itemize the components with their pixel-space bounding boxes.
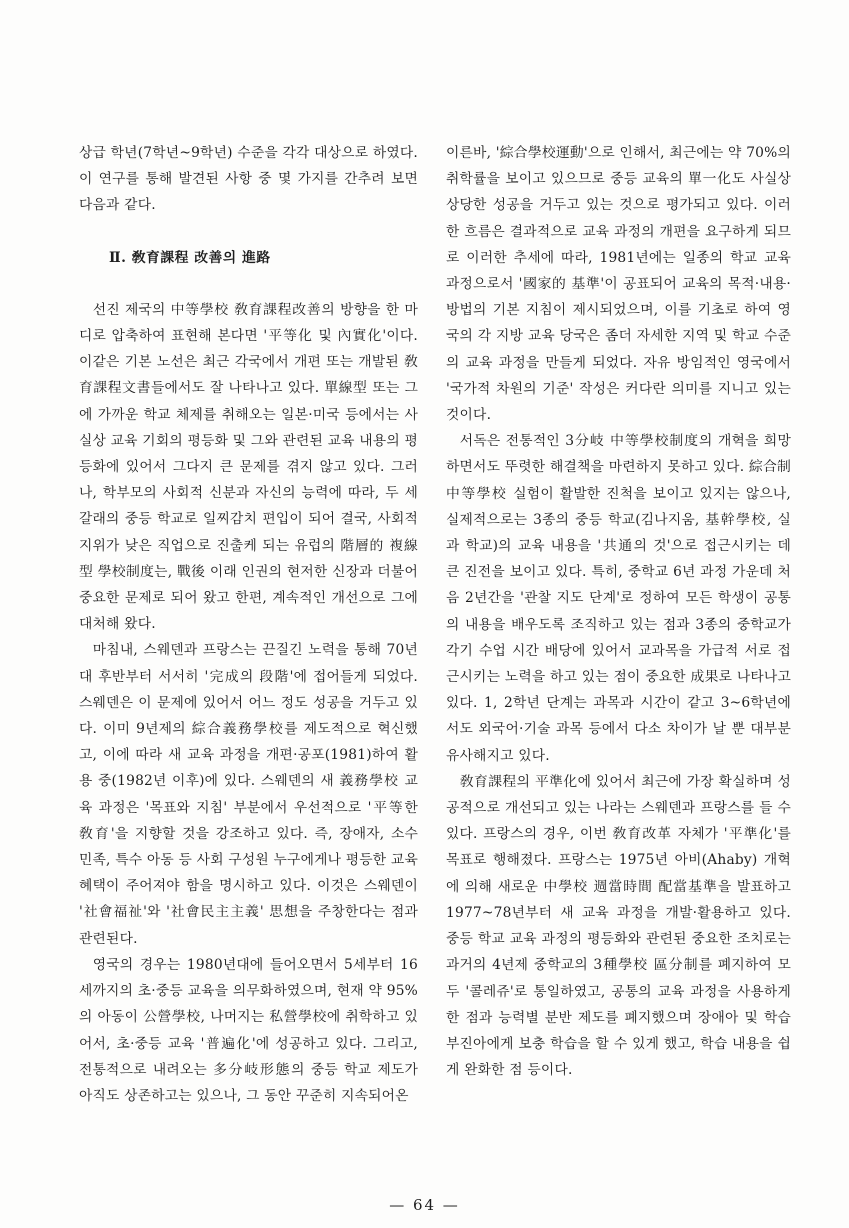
body-paragraph: 마침내, 스웨덴과 프랑스는 끈질긴 노력을 통해 70년대 후반부터 서서히 '完成의 段階'에 접어들게 되었다. 스웨덴은 이 문제에 있어서 어느 정도 성공을 거두고 있다. 이미 9년제의 綜合義務學校를 제도적으로 혁신했고, 이에 따라 새 교육 과정을 개편·공포(1981)하여 활용 중(1982년 이후)에 있다. 스웨덴의 새 義務學校 교육 과정은 '목표와 지침' 부분에서 우선적으로 '平等한 敎育'을 지향할 것을 강조하고 있다. 즉, 장애자, 소수 민족, 특수 아동 등 사회 구성원 누구에게나 평등한 교육 혜택이 주어져야 함을 명시하고 있다. 이것은 스웨덴이 '社會福祉'와 '社會民主主義' 思想을 주창한다는 점과 관련된다. bbox=[79, 642, 418, 947]
spacer bbox=[79, 219, 418, 245]
section-heading: Ⅱ. 敎育課程 改善의 進路 bbox=[109, 249, 271, 266]
body-paragraph: 서독은 전통적인 3分岐 中等學校制度의 개혁을 희망하면서도 뚜렷한 해결책을 마련하지 못하고 있다. 綜合制 中等學校 실험이 활발한 진척을 보이고 있지는 않으나, 실제적으로는 3종의 중등 학교(김나지움, 基幹學校, 실과 학교)의 교육 내용을 '共通의 것'으로 접근시키는 데 큰 진전을 보이고 있다. 특히, 중학교 6년 과정 가운데 처음 2년간을 '관찰 지도 단계'로 정하여 모든 학생이 공통의 내용을 배우도록 조직하고 있는 점과 3종의 중학교가 각기 수업 시간 배당에 있어서 교과목을 가급적 서로 접근시키는 노력을 하고 있는 점이 중요한 成果로 나타나고 있다. 1, 2학년 단계는 과목과 시간이 같고 3~6학년에서도 외국어·기술 과목 등에서 다소 차이가 날 뿐 대부분 유사해지고 있다. bbox=[446, 433, 791, 764]
left-column bbox=[79, 140, 418, 1109]
body-paragraph: 敎育課程의 平準化에 있어서 최근에 가장 확실하며 성공적으로 개선되고 있는 나라는 스웨덴과 프랑스를 들 수 있다. 프랑스의 경우, 이번 敎育改革 자체가 '平準化'를 목표로 행해졌다. 프랑스는 1975년 아비(Ahaby) 개혁에 의해 새로운 中學校 週當時間 配當基準을 발표하고 1977~78년부터 새 교육 과정을 개발·활용하고 있다. 중등 학교 교육 과정의 평등화와 관련된 중요한 조치로는 과거의 4년제 중학교의 3種學校 區分制를 폐지하여 모두 '콜레쥬'로 통일하였고, 공통의 교육 과정을 사용하게 한 점과 능력별 분반 제도를 폐지했으며 장애아 및 학습 부진아에게 보충 학습을 할 수 있게 했고, 학습 내용을 쉽게 완화한 점 등이다. bbox=[446, 773, 791, 1079]
body-paragraph: 선진 제국의 中等學校 敎育課程改善의 방향을 한 마디로 압축하여 표현해 본다면 '平等化 및 內實化'이다. 이같은 기본 노선은 최근 각국에서 개편 또는 개발된 敎育課程文書들에서도 잘 나타나고 있다. 單線型 또는 그에 가까운 학교 체제를 취해오는 일본·미국 등에서는 사실상 교육 기회의 평등화 및 그와 관련된 교육 내용의 평등화에 있어서 그다지 큰 문제를 겪지 않고 있다. 그러나, 학부모의 사회적 신분과 자신의 능력에 따라, 두 세 갈래의 중등 학교로 일찌감치 편입이 되어 결국, 사회적 지위가 낮은 직업으로 진출케 되는 유럽의 階層的 複線型 學校制度는, 戰後 이래 인권의 현저한 신장과 더불어 중요한 문제로 되어 왔고 한편, 계속적인 개선으로 그에 대처해 왔다. bbox=[79, 301, 418, 633]
body-paragraph: 이른바, '綜合學校運動'으로 인해서, 최근에는 약 70%의 취학률을 보이고 있으므로 중등 교육의 單一化도 사실상 상당한 성공을 거두고 있는 것으로 평가되고 있다. 이러한 흐름은 결과적으로 교육 과정의 개편을 요구하게 되므로 이러한 추세에 따라, 1981년에는 일종의 학교 교육 과정으로서 '國家的 基準'이 공표되어 교육의 목적·내용·방법의 기본 지침이 제시되었으며, 이를 기초로 하여 영국의 각 지방 교육 당국은 좀더 자세한 지역 및 학교 수준의 교육 과정을 만들게 되었다. 자유 방임적인 영국에서 '국가적 차원의 기준' 작성은 커다란 의미를 지니고 있는 것이다. bbox=[446, 145, 791, 424]
intro-paragraph: 상급 학년(7학년~9학년) 수준을 각각 대상으로 하였다. 이 연구를 통해 발견된 사항 중 몇 가지를 간추려 보면 다음과 같다. bbox=[79, 145, 418, 214]
page-number: — 64 — bbox=[389, 1196, 460, 1214]
body-paragraph: 영국의 경우는 1980년대에 들어오면서 5세부터 16세까지의 초·중등 교육을 의무화하였으며, 현재 약 95%의 아동이 公營學校, 나머지는 私營學校에 취학하고 있어서, 초·중등 교육 '普遍化'에 성공하고 있다. 그리고, 전통적으로 내려오는 多分岐形態의 중등 학교 제도가 아직도 상존하고는 있으나, 그 동안 꾸준히 지속되어온 bbox=[79, 956, 418, 1104]
right-column bbox=[446, 140, 791, 1083]
spacer bbox=[79, 271, 418, 297]
